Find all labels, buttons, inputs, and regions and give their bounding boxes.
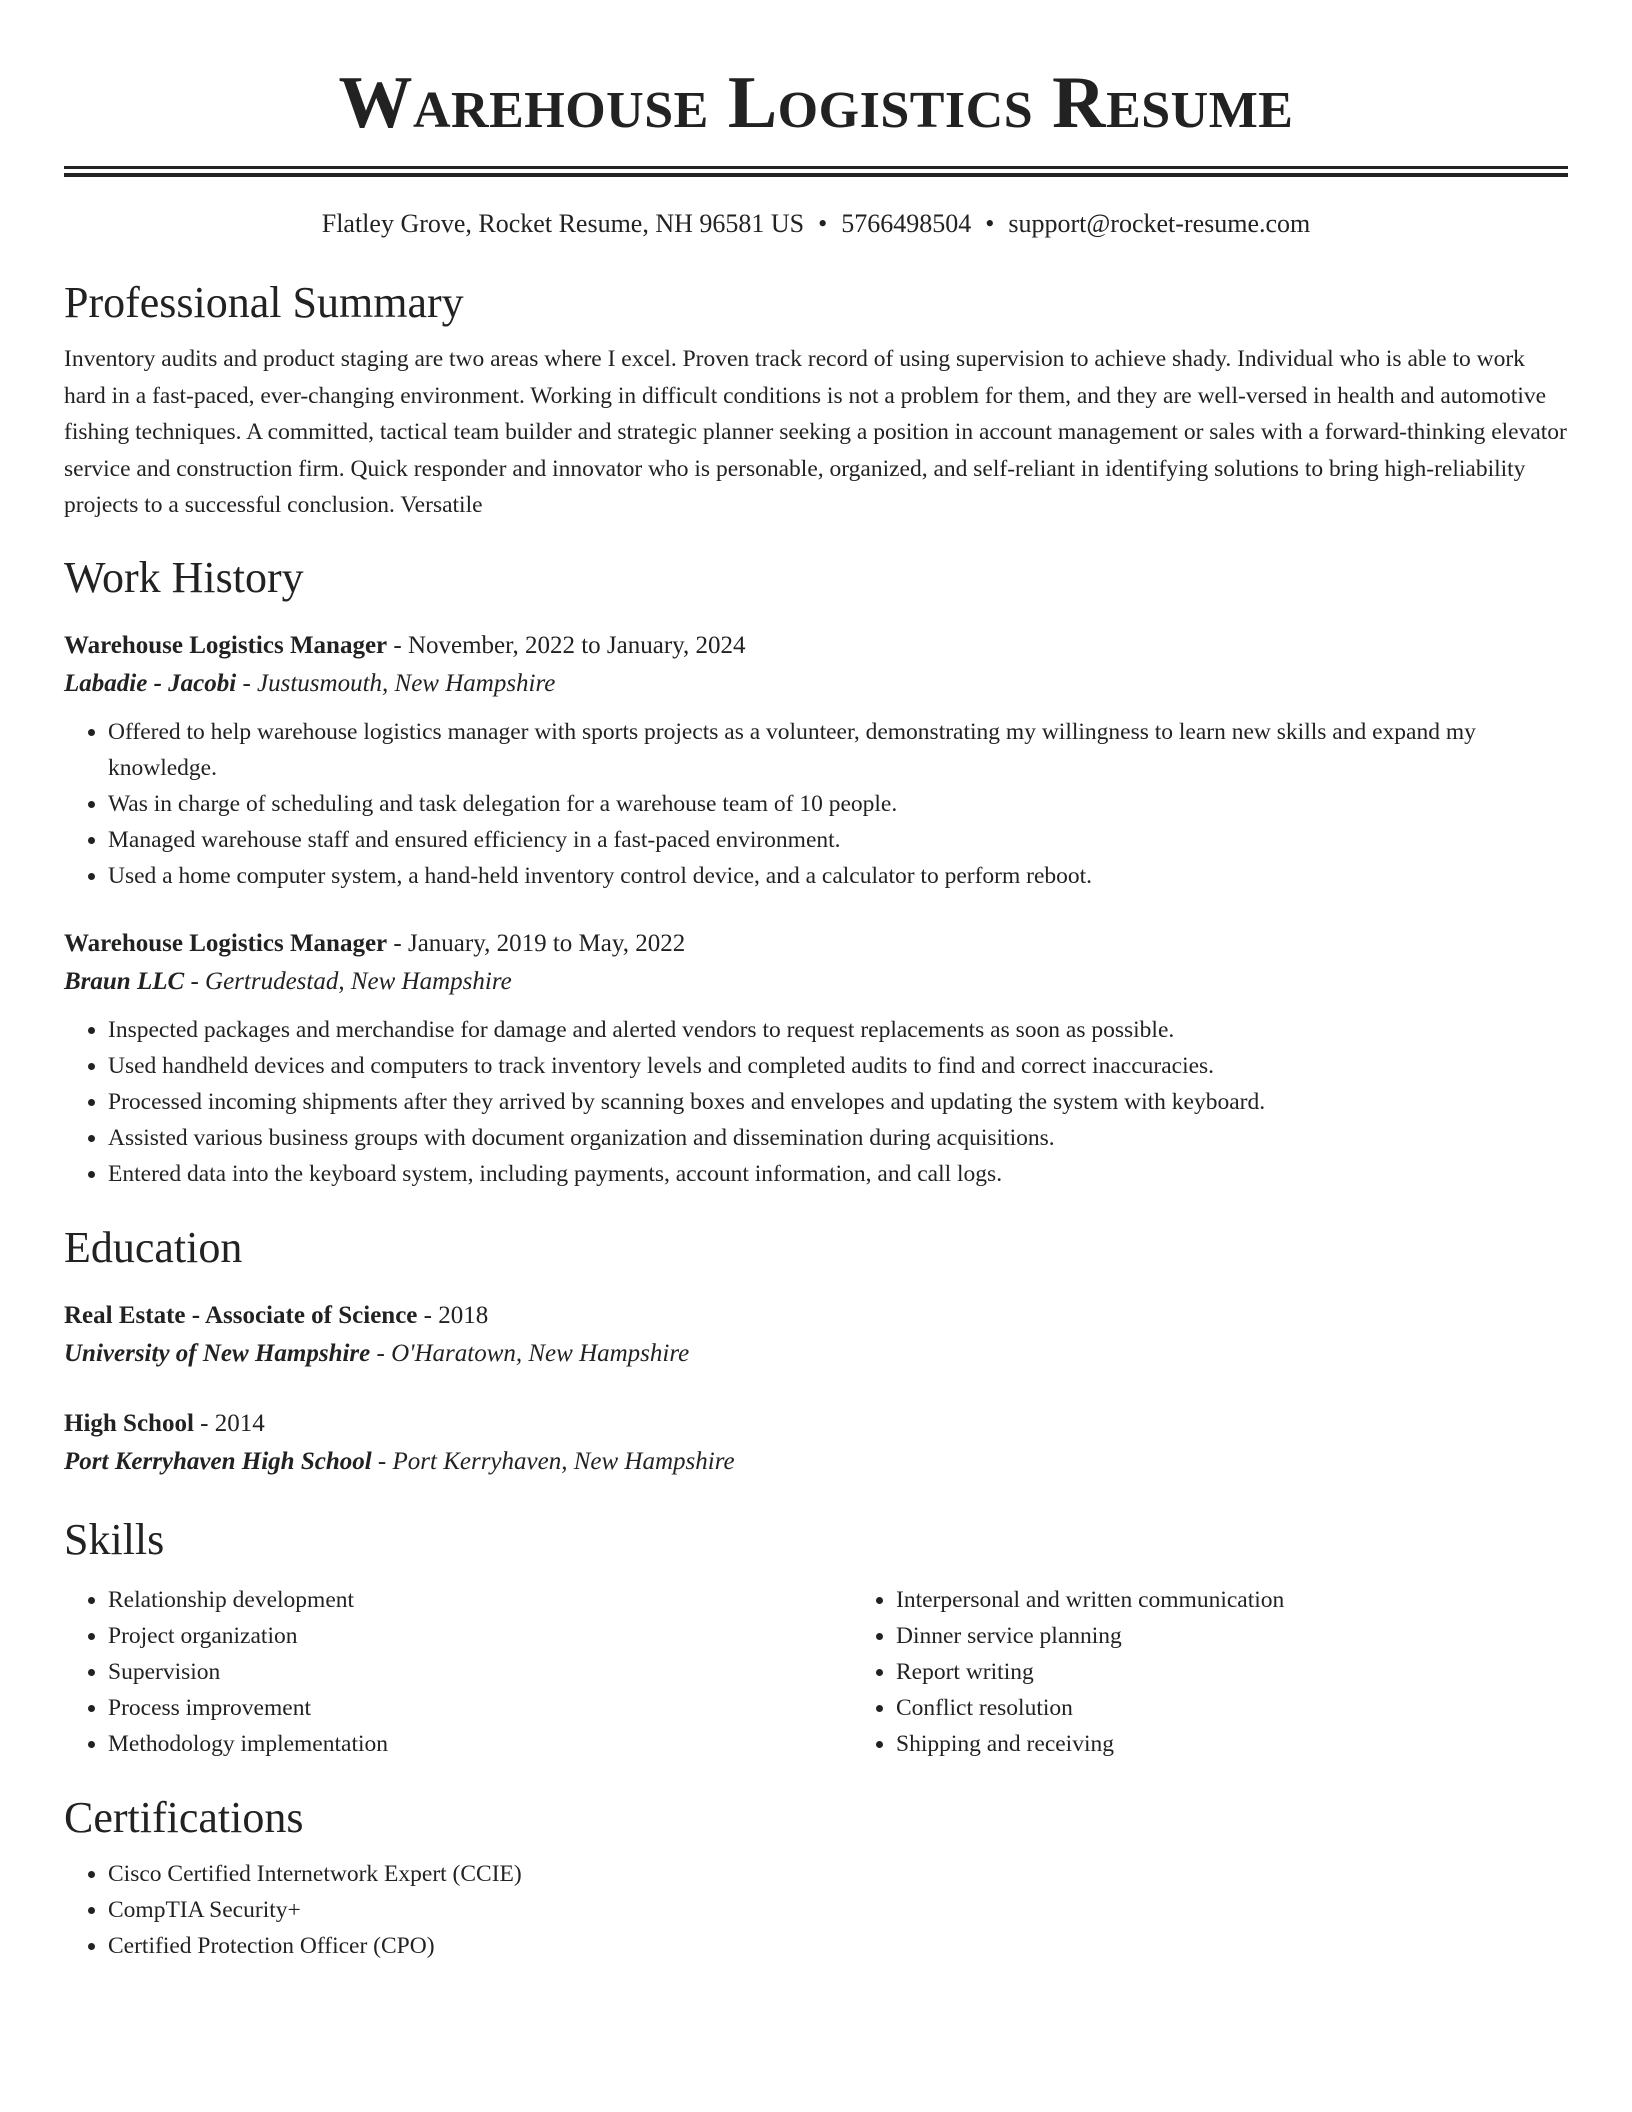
list-item: • Assisted various business groups with document organization and dissemination during acquisitions.	[108, 1120, 1568, 1156]
school-line	[64, 1442, 1568, 1482]
job-location: - Justusmouth, New Hampshire	[236, 669, 556, 697]
degree-line	[64, 1298, 1568, 1334]
job-dates: - January, 2019 to May, 2022	[387, 929, 686, 957]
contact-separator: •	[818, 209, 828, 238]
list-item: • Report writing	[896, 1654, 1632, 1690]
job-company: Braun LLC	[64, 967, 185, 995]
list-item: • Relationship development	[108, 1582, 852, 1618]
list-item: • Inspected packages and merchandise for damage and alerted vendors to request replacements as soon as possible.	[108, 1012, 1568, 1048]
job-location: - Gertrudestad, New Hampshire	[184, 967, 512, 995]
education-entry	[64, 1406, 1568, 1482]
list-item: • Offered to help warehouse logistics manager with sports projects as a volunteer, demonstrating my willingness to learn new skills and expand my knowledge.	[108, 714, 1568, 786]
contact-separator: •	[985, 209, 995, 238]
job-company-line	[64, 664, 1568, 704]
job-title-line	[64, 926, 1568, 962]
skills-list-right	[852, 1582, 1632, 1762]
work-history-heading: Work History	[64, 552, 304, 602]
school-line	[64, 1334, 1568, 1374]
job-entry	[64, 628, 1568, 894]
certifications-list	[64, 1856, 1568, 1964]
job-title: Warehouse Logistics Manager	[64, 929, 388, 957]
job-title-line	[64, 628, 1568, 664]
list-item: • Interpersonal and written communication	[896, 1582, 1632, 1618]
job-company: Labadie - Jacobi	[64, 669, 237, 697]
job-dates: - November, 2022 to January, 2024	[387, 631, 746, 659]
contact-email[interactable]: support@rocket-resume.com	[1008, 209, 1311, 238]
list-item: • Cisco Certified Internetwork Expert (CCIE)	[108, 1856, 1568, 1892]
contact-address: Flatley Grove, Rocket Resume, NH 96581 US	[321, 209, 805, 238]
school-location: - Port Kerryhaven, New Hampshire	[371, 1447, 735, 1475]
list-item: • Entered data into the keyboard system, including payments, account information, and call logs.	[108, 1156, 1568, 1192]
job-bullets	[64, 1012, 1568, 1192]
graduation-year: - 2018	[417, 1301, 489, 1329]
list-item: • Supervision	[108, 1654, 852, 1690]
job-title: Warehouse Logistics Manager	[64, 631, 388, 659]
job-company-line	[64, 962, 1568, 1002]
job-bullets	[64, 714, 1568, 894]
resume-title: Warehouse Logistics Resume	[338, 62, 1294, 144]
list-item: • Shipping and receiving	[896, 1726, 1632, 1762]
list-item: • Used a home computer system, a hand-held inventory control device, and a calculator to perform reboot.	[108, 858, 1568, 894]
skills-heading: Skills	[64, 1514, 165, 1564]
education-entry	[64, 1298, 1568, 1374]
title-double-rule	[64, 166, 1568, 177]
list-item: • Was in charge of scheduling and task delegation for a warehouse team of 10 people.	[108, 786, 1568, 822]
skills-list-left	[64, 1582, 852, 1762]
school-name: University of New Hampshire	[64, 1339, 371, 1367]
list-item: • Dinner service planning	[896, 1618, 1632, 1654]
school-name: Port Kerryhaven High School	[64, 1447, 372, 1475]
school-location: - O'Haratown, New Hampshire	[370, 1339, 690, 1367]
list-item: • CompTIA Security+	[108, 1892, 1568, 1928]
list-item: • Conflict resolution	[896, 1690, 1632, 1726]
list-item: • Certified Protection Officer (CPO)	[108, 1928, 1568, 1964]
list-item: • Project organization	[108, 1618, 852, 1654]
education-heading: Education	[64, 1222, 243, 1272]
skills-grid	[64, 1582, 1568, 1762]
summary-heading: Professional Summary	[64, 278, 464, 327]
summary-text: Inventory audits and product staging are two areas where I excel. Proven track record of using supervision to achieve shady. Individual who is able to work hard in a fast-paced, ever-changing environment. Working in difficult conditions is not a problem for them, and they are well-versed in health and automotive fishing techniques. A committed, tactical team builder and strategic planner seeking a position in account management or sales with a forward-thinking elevator service and construction firm. Quick responder and innovator who is personable, organized, and self-reliant in identifying solutions to bring high-reliability projects to a successful conclusion. Versatile	[64, 346, 1567, 518]
contact-phone: 5766498504	[841, 209, 972, 238]
contact-line	[64, 207, 1568, 241]
list-item: • Process improvement	[108, 1690, 852, 1726]
list-item: • Managed warehouse staff and ensured efficiency in a fast-paced environment.	[108, 822, 1568, 858]
degree-line	[64, 1406, 1568, 1442]
graduation-year: - 2014	[193, 1409, 265, 1437]
job-entry	[64, 926, 1568, 1192]
list-item: • Methodology implementation	[108, 1726, 852, 1762]
degree: Real Estate - Associate of Science	[64, 1301, 418, 1329]
list-item: • Used handheld devices and computers to track inventory levels and completed audits to find and correct inaccuracies.	[108, 1048, 1568, 1084]
degree: High School	[64, 1409, 194, 1437]
list-item: • Processed incoming shipments after they arrived by scanning boxes and envelopes and updating the system with keyboard.	[108, 1084, 1568, 1120]
certifications-heading: Certifications	[64, 1792, 304, 1842]
